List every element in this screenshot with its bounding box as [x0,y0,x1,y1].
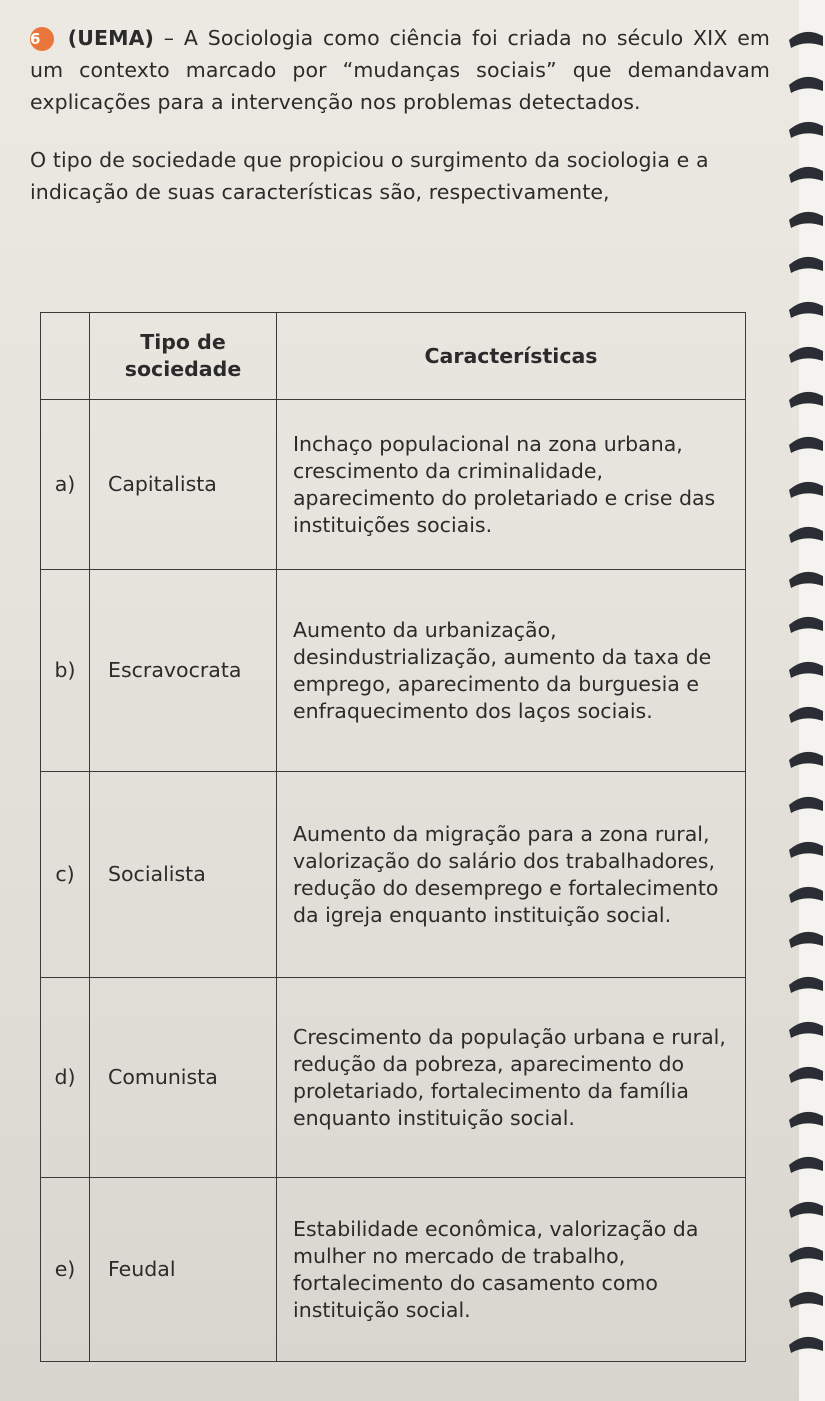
option-row-b[interactable] [41,570,746,772]
option-society-type: Feudal [90,1178,277,1362]
question-prompt: O tipo de sociedade que propiciou o surgimento da sociologia e a indicação de suas características são, respectivamente, [30,148,709,204]
option-characteristics: Crescimento da população urbana e rural, redução da pobreza, aparecimento do proletariado, fortalecimento da família enquanto instituição social. [277,978,746,1178]
option-characteristics: Inchaço populacional na zona urbana, crescimento da criminalidade, aparecimento do proletariado e crise das instituições sociais. [277,400,746,570]
option-letter: e) [41,1178,90,1362]
question-source: (UEMA) [67,26,155,50]
binding-margin [799,0,825,1401]
header-type-line1: Tipo de [140,330,226,354]
option-characteristics: Aumento da urbanização, desindustrialização, aumento da taxa de emprego, aparecimento da burguesia e enfraquecimento dos laços sociais. [277,570,746,772]
header-characteristics-cell: Características [277,313,746,400]
spiral-binding [785,0,825,1401]
option-row-d[interactable] [41,978,746,1178]
header-type-cell [90,313,277,400]
option-society-type: Escravocrata [90,570,277,772]
option-letter: c) [41,772,90,978]
question-text: – A Sociologia como ciência foi criada no século XIX em um contexto marcado por “mudanças sociais” que demandavam explicações para a intervenção nos problemas detectados. [30,26,770,114]
option-row-c[interactable] [41,772,746,978]
table-header-row [41,313,746,400]
option-characteristics: Estabilidade econômica, valorização da mulher no mercado de trabalho, fortalecimento do casamento como instituição social. [277,1178,746,1362]
option-society-type: Capitalista [90,400,277,570]
question-statement [30,22,770,118]
option-row-e[interactable] [41,1178,746,1362]
option-characteristics: Aumento da migração para a zona rural, valorização do salário dos trabalhadores, redução do desemprego e fortalecimento da igreja enquanto instituição social. [277,772,746,978]
header-type-line2: sociedade [124,357,242,381]
option-letter: d) [41,978,90,1178]
option-letter: b) [41,570,90,772]
option-society-type: Comunista [90,978,277,1178]
header-letter-cell [41,313,90,400]
question-number-badge: 6 [30,27,54,51]
option-letter: a) [41,400,90,570]
answer-options-table [40,312,746,1362]
option-society-type: Socialista [90,772,277,978]
option-row-a[interactable] [41,400,746,570]
question-block [30,22,770,208]
